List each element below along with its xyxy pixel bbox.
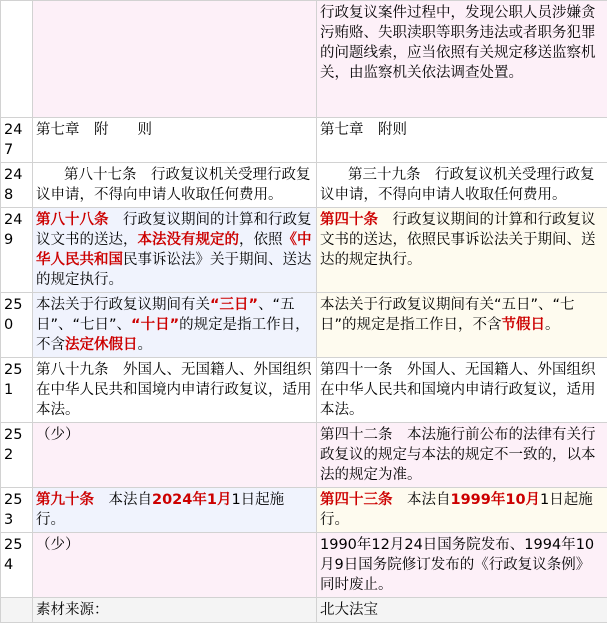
right-cell — [317, 533, 607, 598]
cell-text: 行政复议案件过程中，发现公职人员涉嫌贪污贿赂、失职渎职等职务违法或者职务犯罪的问题线索，应当依照有关规定移送监察机关，由监察机关依法调查处置。 — [320, 5, 596, 81]
right-cell — [317, 1, 607, 118]
cell-text: （少） — [36, 537, 80, 553]
table-row — [1, 293, 607, 358]
row-number: 254 — [1, 533, 33, 598]
right-cell — [317, 423, 607, 488]
table-row — [1, 423, 607, 488]
article-number: 第四十三条 — [320, 492, 393, 508]
right-cell: 第四十三条 本法自1999年10月1日起施行。 — [317, 488, 607, 533]
right-cell: 本法关于行政复议期间有关“五日”、“七日”的规定是指工作日，不含节假日。 — [317, 293, 607, 358]
row-number: 249 — [1, 208, 33, 293]
article-number: 第八十八条 — [36, 212, 109, 228]
cell-text: 第八十九条 外国人、无国籍人、外国组织在中华人民共和国境内申请行政复议，适用本法。 — [36, 362, 312, 418]
table-row — [1, 533, 607, 598]
table-row — [1, 1, 607, 118]
left-cell — [33, 423, 317, 488]
cell-text: （少） — [36, 427, 80, 443]
left-cell — [33, 1, 317, 118]
article-number: 第四十条 — [320, 212, 378, 228]
source-row — [1, 598, 607, 623]
cell-text: 第八十七条 行政复议机关受理行政复议申请，不得向申请人收取任何费用。 — [36, 167, 311, 203]
row-number: 248 — [1, 163, 33, 208]
row-number — [1, 1, 33, 118]
cell-text: 1990年12月24日国务院发布、1994年10月9日国务院修订发布的《行政复议条例》同时废止。 — [320, 537, 595, 593]
left-cell: 本法关于行政复议期间有关“三日”、“五日”、“七日”、“十日”的规定是指工作日，不含法定休假日。 — [33, 293, 317, 358]
table-row — [1, 488, 607, 533]
table-row — [1, 358, 607, 423]
article-number: 第九十条 — [36, 492, 94, 508]
row-number: 251 — [1, 358, 33, 423]
left-cell — [33, 533, 317, 598]
table-row — [1, 118, 607, 163]
table-row — [1, 208, 607, 293]
cell-text: 第四十一条 外国人、无国籍人、外国组织在中华人民共和国境内申请行政复议，适用本法。 — [320, 362, 596, 418]
source-label: 素材来源： — [33, 598, 317, 623]
left-cell: 第八十八条 行政复议期间的计算和行政复议文书的送达，本法没有规定的，依照《中华人民共和国民事诉讼法》关于期间、送达的规定执行。 — [33, 208, 317, 293]
right-cell: 第四十条 行政复议期间的计算和行政复议文书的送达，依照民事诉讼法关于期间、送达的规定执行。 — [317, 208, 607, 293]
left-cell — [33, 358, 317, 423]
row-number: 253 — [1, 488, 33, 533]
cell-text: 第四十二条 本法施行前公布的法律有关行政复议的规定与本法的规定不一致的，以本法的规定为准。 — [320, 427, 596, 483]
right-cell — [317, 118, 607, 163]
cell-text: 第三十九条 行政复议机关受理行政复议申请，不得向申请人收取任何费用。 — [320, 167, 595, 203]
row-number: 250 — [1, 293, 33, 358]
left-cell: 第九十条 本法自2024年1月1日起施行。 — [33, 488, 317, 533]
left-cell — [33, 118, 317, 163]
table-row — [1, 163, 607, 208]
row-number — [1, 598, 33, 623]
row-number: 247 — [1, 118, 33, 163]
row-number: 252 — [1, 423, 33, 488]
source-value: 北大法宝 — [317, 598, 607, 623]
right-cell — [317, 163, 607, 208]
chapter-title: 第七章 附则 — [320, 122, 407, 138]
right-cell — [317, 358, 607, 423]
left-cell — [33, 163, 317, 208]
chapter-title: 第七章 附 则 — [36, 122, 152, 138]
